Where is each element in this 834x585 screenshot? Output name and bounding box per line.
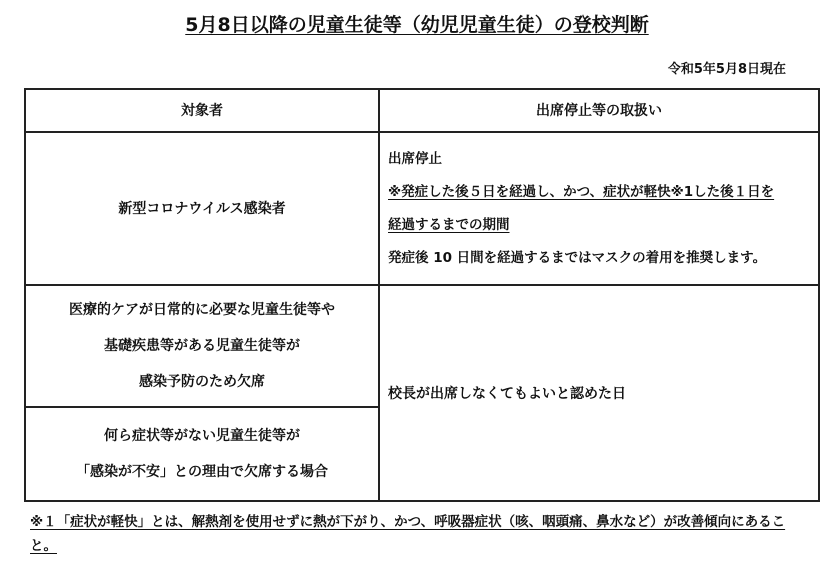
target-line: 医療的ケアが日常的に必要な児童生徒等や	[69, 301, 335, 318]
treatment-covid-infected	[379, 132, 819, 285]
header-row	[25, 89, 819, 132]
treatment-line: 出席停止	[388, 150, 442, 167]
attendance-table	[24, 88, 820, 502]
footnote: ※１「症状が軽快」とは、解熱剤を使用せずに熱が下がり、かつ、呼吸器症状（咳、咽頭痛、鼻水など）が改善傾向にあること。	[30, 514, 786, 554]
target-line: 「感染が不安」との理由で欠席する場合	[76, 464, 328, 481]
table-row	[25, 132, 819, 285]
treatment-line: ※発症した後５日を経過し、かつ、症状が軽快※1した後１日を	[388, 183, 775, 200]
treatment-line: 経過するまでの期間	[388, 216, 510, 233]
target-line: 感染予防のため欠席	[139, 373, 265, 390]
target-medical-care	[25, 285, 379, 407]
header-treatment: 出席停止等の取扱い	[379, 89, 819, 132]
target-covid-infected: 新型コロナウイルス感染者	[25, 132, 379, 285]
treatment-principal-approved: 校長が出席しなくてもよいと認めた日	[379, 285, 819, 501]
header-target: 対象者	[25, 89, 379, 132]
document-title: 5月8日以降の児童生徒等（幼児児童生徒）の登校判断	[185, 14, 649, 36]
target-line: 基礎疾患等がある児童生徒等が	[104, 337, 300, 354]
table-row	[25, 285, 819, 407]
target-line: 何ら症状等がない児童生徒等が	[104, 428, 300, 445]
target-anxiety-absence	[25, 407, 379, 501]
as-of-date: 令和5年5月8日現在	[667, 62, 786, 77]
treatment-line: 発症後 10 日間を経過するまではマスクの着用を推奨します。	[388, 249, 767, 266]
